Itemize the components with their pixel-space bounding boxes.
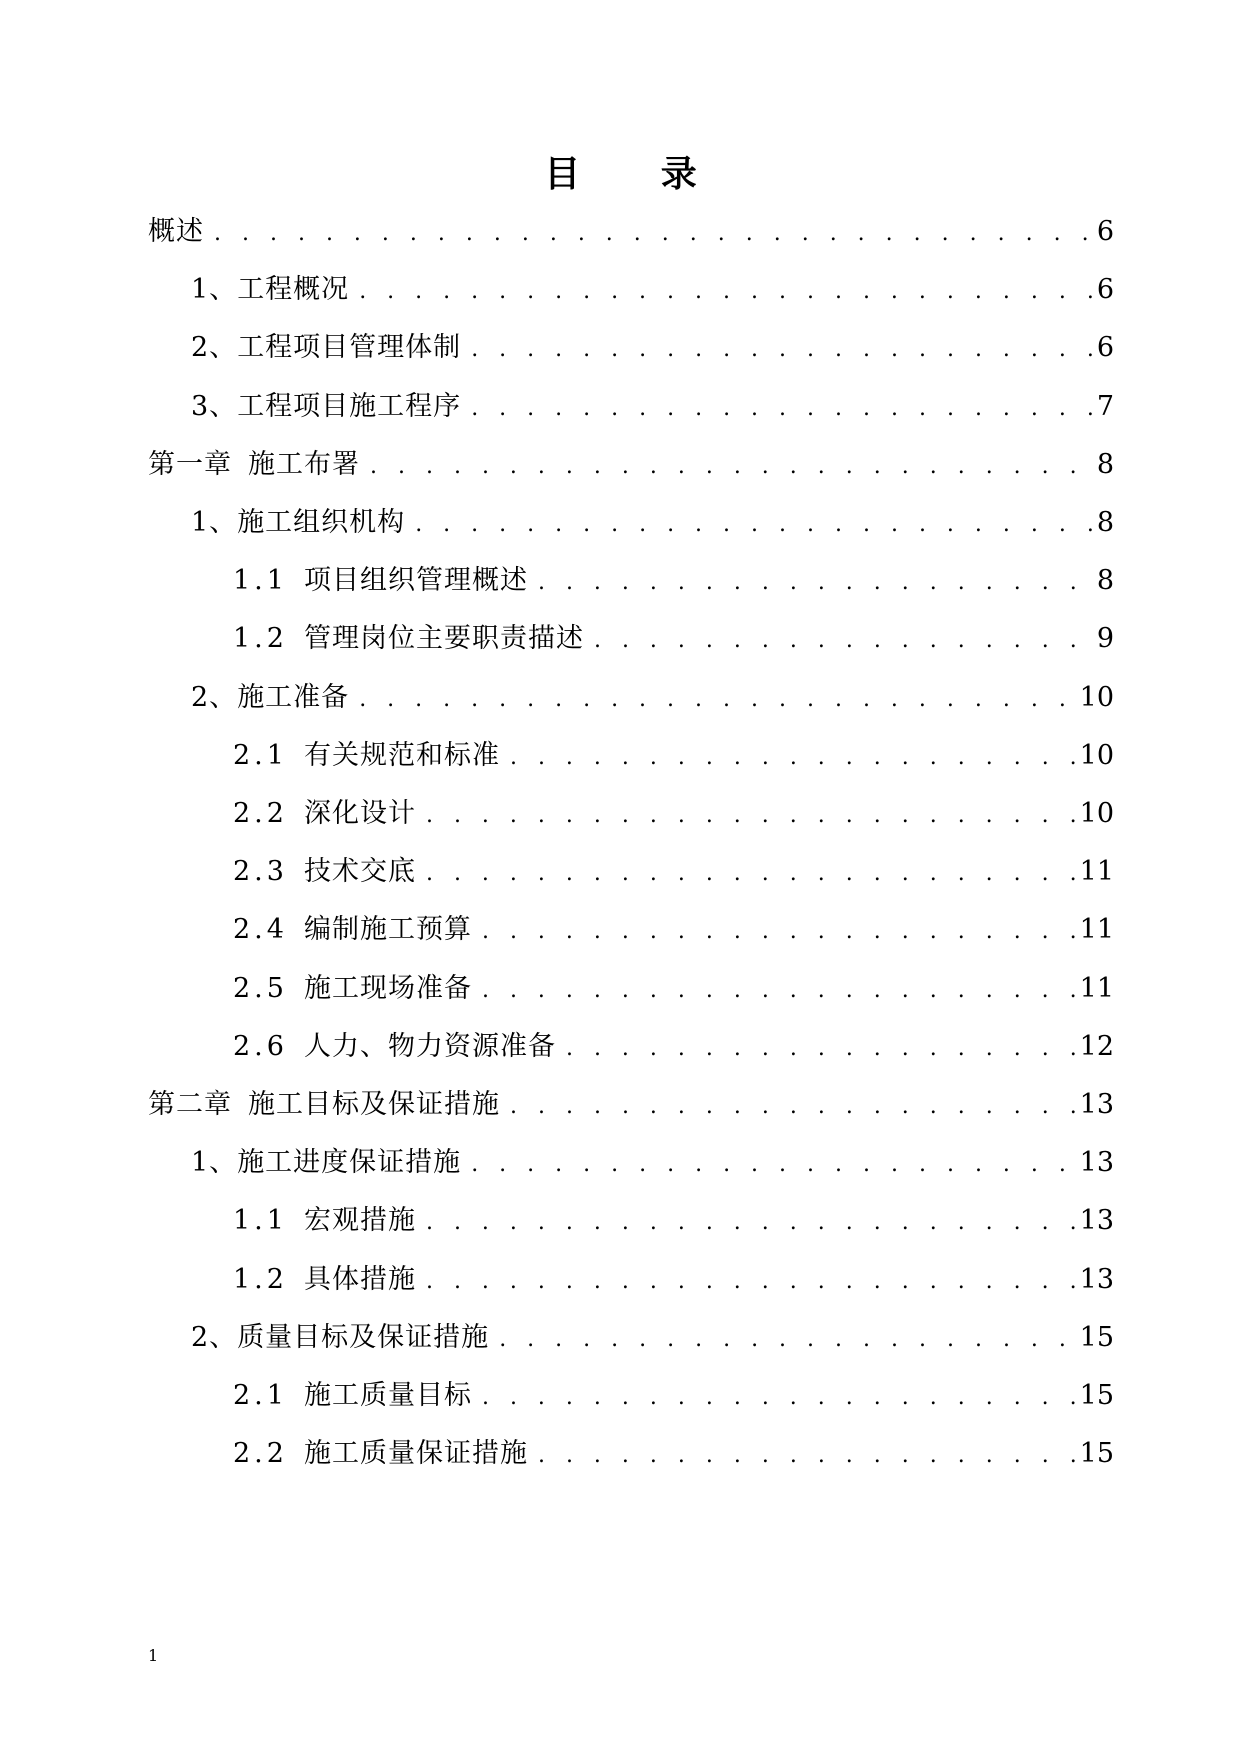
toc-entry-number: 2、 (191, 332, 238, 364)
toc-entry-title (233, 621, 584, 657)
toc-entry[interactable] (233, 1378, 1114, 1414)
toc-entry[interactable] (233, 1029, 1114, 1065)
toc-entry-page: 13 (1079, 1263, 1114, 1295)
toc-entry[interactable] (233, 912, 1114, 948)
toc-entry-number: 2、 (191, 681, 238, 713)
toc-entry-label: 工程项目施工程序 (237, 390, 462, 422)
toc-dot-leader (471, 1147, 1075, 1183)
toc-dot-leader (594, 623, 1093, 659)
toc-entry-title (233, 1378, 472, 1414)
toc-entry-label: 编制施工预算 (303, 914, 472, 946)
toc-entry-label: 概述 (148, 216, 204, 247)
toc-entry-number: 1.1 (233, 1205, 288, 1237)
toc-entry[interactable] (233, 621, 1114, 657)
toc-entry-number: 1.2 (233, 623, 288, 655)
toc-entry[interactable] (148, 447, 1114, 483)
toc-dot-leader (426, 798, 1076, 834)
toc-entry-page: 10 (1079, 681, 1114, 713)
toc-entry-number: 2.1 (233, 739, 288, 771)
toc-entry-page: 8 (1096, 565, 1114, 597)
toc-entry[interactable] (191, 505, 1114, 541)
toc-entry[interactable] (233, 1436, 1114, 1472)
toc-entry-title (233, 1203, 416, 1239)
toc-entry[interactable] (191, 1145, 1114, 1181)
toc-entry-label: 深化设计 (303, 798, 416, 829)
toc-entry-page: 15 (1079, 1321, 1114, 1353)
toc-entry[interactable] (191, 330, 1114, 366)
toc-entry[interactable] (233, 563, 1114, 599)
toc-entry-label: 施工质量目标 (303, 1380, 472, 1411)
toc-dot-leader (214, 216, 1093, 252)
toc-entry[interactable] (191, 272, 1114, 308)
toc-entry-label: 人力、物力资源准备 (303, 1030, 556, 1062)
toc-entry-page: 10 (1079, 798, 1114, 829)
toc-entry-number: 3、 (191, 390, 238, 422)
page-number: 1 (148, 1646, 159, 1665)
toc-entry-number: 1.2 (233, 1263, 288, 1295)
toc-entry-label: 施工质量保证措施 (303, 1438, 528, 1470)
toc-entry-page: 11 (1079, 914, 1114, 946)
toc-entry-page: 13 (1079, 1205, 1114, 1237)
toc-title: 目 录 (544, 154, 731, 195)
toc-entry-title (233, 1436, 528, 1472)
toc-entry[interactable] (191, 389, 1114, 425)
toc-entry-page: 15 (1079, 1438, 1114, 1470)
toc-dot-leader (426, 1205, 1076, 1241)
toc-entry-title (191, 1320, 489, 1356)
toc-dot-leader (426, 856, 1076, 892)
toc-entry[interactable] (233, 854, 1114, 890)
toc-entry-label: 具体措施 (303, 1263, 416, 1295)
toc-entry-label: 施工布署 (248, 448, 360, 480)
toc-entry-number: 2.2 (233, 1438, 288, 1470)
toc-entry[interactable] (233, 971, 1114, 1007)
toc-entry-label: 技术交底 (303, 856, 416, 888)
toc-entry-page: 15 (1079, 1380, 1114, 1411)
toc-entry-page: 13 (1079, 1147, 1114, 1179)
toc-entry-title (191, 272, 349, 308)
toc-entry-title (233, 854, 416, 890)
toc-entry-label: 工程项目管理体制 (237, 332, 462, 364)
toc-entry-page: 8 (1096, 448, 1114, 480)
toc-entry[interactable] (191, 1320, 1114, 1356)
toc-entry-title (233, 796, 416, 832)
toc-entry-label: 施工目标及保证措施 (248, 1089, 500, 1120)
toc-entry[interactable] (148, 1087, 1114, 1123)
toc-dot-leader (370, 449, 1093, 485)
toc-entry[interactable] (233, 1203, 1114, 1239)
toc-entry-number: 1、 (191, 507, 238, 538)
toc-entry-label: 管理岗位主要职责描述 (303, 623, 584, 655)
toc-entry-title (191, 505, 405, 541)
toc-entry-number: 第一章 (148, 448, 232, 480)
toc-dot-leader (538, 565, 1093, 601)
toc-entry-title (191, 330, 461, 366)
toc-entry-title (233, 563, 528, 599)
toc-dot-leader (510, 740, 1076, 776)
toc-dot-leader (510, 1089, 1076, 1125)
toc-dot-leader (499, 1322, 1075, 1358)
toc-entry-number: 2.1 (233, 1380, 288, 1411)
toc-entry-title (191, 389, 461, 425)
toc-dot-leader (359, 682, 1075, 718)
toc-entry-label: 宏观措施 (303, 1205, 416, 1237)
toc-entry-number: 2.5 (233, 972, 288, 1004)
toc-dot-leader (471, 391, 1093, 427)
toc-entry[interactable] (233, 796, 1114, 832)
toc-entry-title (191, 1145, 461, 1181)
toc-entry[interactable] (191, 680, 1114, 716)
toc-dot-leader (482, 973, 1076, 1009)
toc-entry-page: 6 (1096, 216, 1114, 247)
toc-dot-leader (482, 914, 1076, 950)
toc-entry-page: 6 (1096, 274, 1114, 306)
toc-entry-title (191, 680, 349, 716)
toc-dot-leader (538, 1438, 1076, 1474)
toc-entry-page: 7 (1096, 390, 1114, 422)
toc-entry-title (148, 447, 360, 483)
toc-entry-title (148, 1087, 500, 1123)
toc-entry-title (148, 214, 204, 250)
toc-entry-page: 11 (1079, 856, 1114, 888)
toc-entry-number: 1、 (191, 274, 238, 306)
toc-dot-leader (471, 332, 1093, 368)
toc-entry-title (233, 1029, 556, 1065)
toc-entry-number: 2.2 (233, 798, 288, 829)
toc-entry-page: 9 (1096, 623, 1114, 655)
toc-entry-label: 施工组织机构 (237, 507, 406, 538)
toc-entry-label: 施工准备 (237, 681, 350, 713)
toc-dot-leader (566, 1031, 1076, 1067)
toc-dot-leader (426, 1264, 1076, 1300)
toc-entry-page: 11 (1079, 972, 1114, 1004)
toc-entry[interactable] (233, 1262, 1114, 1298)
toc-entry-number: 1.1 (233, 565, 288, 597)
toc-entry-page: 8 (1096, 507, 1114, 538)
toc-entry-label: 施工进度保证措施 (237, 1147, 462, 1179)
toc-entry-title (233, 912, 472, 948)
toc-entry-title (233, 1262, 416, 1298)
toc-dot-leader (415, 507, 1093, 543)
toc-entry-page: 10 (1079, 739, 1114, 771)
toc-entry-number: 2、 (191, 1321, 238, 1353)
toc-entry-number: 1、 (191, 1147, 238, 1179)
toc-dot-leader (482, 1380, 1076, 1416)
toc-entry-title (233, 971, 472, 1007)
toc-entry-label: 施工现场准备 (303, 972, 472, 1004)
toc-entry-number: 第二章 (148, 1089, 232, 1120)
toc-entry-number: 2.3 (233, 856, 288, 888)
toc-entry-label: 质量目标及保证措施 (237, 1321, 490, 1353)
toc-entry[interactable] (233, 738, 1114, 774)
toc-dot-leader (359, 274, 1093, 310)
toc-entry[interactable] (148, 214, 1114, 250)
toc-entry-label: 工程概况 (237, 274, 350, 306)
toc-entry-title (233, 738, 500, 774)
toc-entry-page: 13 (1079, 1089, 1114, 1120)
toc-entry-number: 2.6 (233, 1030, 288, 1062)
toc-entry-page: 6 (1096, 332, 1114, 364)
toc-entry-number: 2.4 (233, 914, 288, 946)
toc-entry-label: 项目组织管理概述 (303, 565, 528, 597)
toc-entry-page: 12 (1079, 1030, 1114, 1062)
toc-entry-label: 有关规范和标准 (303, 739, 500, 771)
